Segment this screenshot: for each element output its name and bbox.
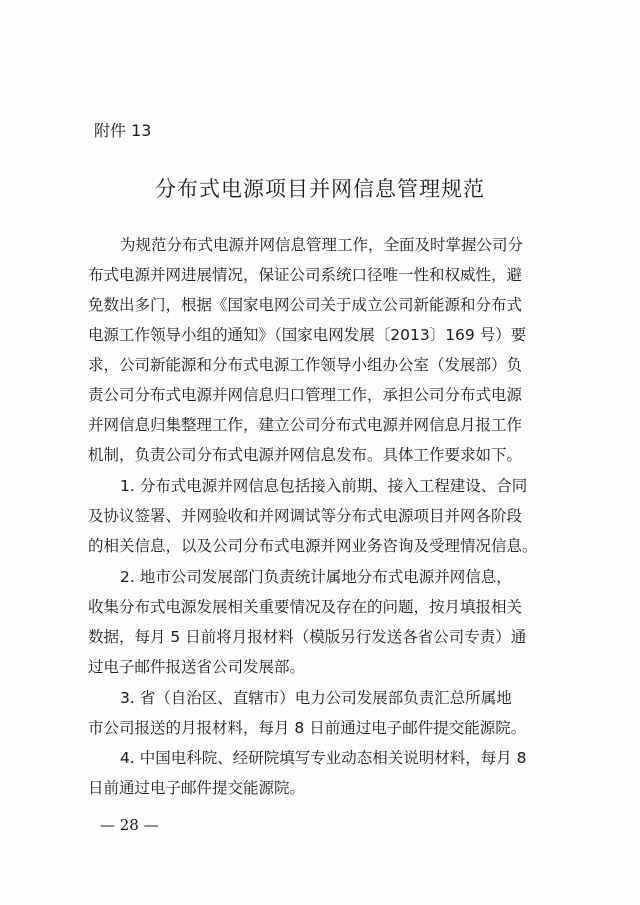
- body-line: 求，公司新能源和分布式电源工作领导小组办公室（发展部）负: [88, 356, 523, 374]
- body-line: 免数出多门，根据《国家电网公司关于成立公司新能源和分布式: [88, 296, 523, 314]
- body-line: 机制，负责公司分布式电源并网信息发布。具体工作要求如下。: [88, 446, 523, 464]
- body-line: 市公司报送的月报材料，每月 8 日前通过电子邮件提交能源院。: [88, 719, 527, 737]
- document-title: 分布式电源项目并网信息管理规范: [155, 177, 485, 201]
- body-line: 布式电源并网进展情况，保证公司系统口径唯一性和权威性，避: [88, 266, 523, 284]
- body-line: 3. 省（自治区、直辖市）电力公司发展部负责汇总所属地: [120, 689, 512, 707]
- body-line: 并网信息归集整理工作，建立公司分布式电源并网信息月报工作: [88, 416, 523, 434]
- page-number: — 28 —: [100, 816, 159, 834]
- body-line: 及协议签署、并网验收和并网调试等分布式电源项目并网各阶段: [88, 507, 523, 525]
- body-line: 数据，每月 5 日前将月报材料（模版另行发送各省公司专责）通: [88, 628, 527, 646]
- body-line: 2. 地市公司发展部门负责统计属地分布式电源并网信息，: [120, 568, 512, 586]
- body-line: 责公司分布式电源并网信息归口管理工作，承担公司分布式电源: [88, 386, 523, 404]
- body-line: 的相关信息，以及公司分布式电源并网业务咨询及受理情况信息。: [88, 537, 538, 555]
- body-line: 过电子邮件报送省公司发展部。: [88, 658, 306, 676]
- body-line: 收集分布式电源发展相关重要情况及存在的问题，按月填报相关: [88, 598, 523, 616]
- body-line: 日前通过电子邮件提交能源院。: [88, 779, 306, 797]
- body-line: 电源工作领导小组的通知》（国家电网发展〔2013〕169 号）要: [88, 326, 527, 344]
- body-line: 4. 中国电科院、经研院填写专业动态相关说明材料，每月 8: [120, 749, 527, 767]
- attachment-label: 附件 13: [94, 121, 152, 140]
- body-line: 为规范分布式电源并网信息管理工作，全面及时掌握公司分: [120, 236, 524, 254]
- body-line: 1. 分布式电源并网信息包括接入前期、接入工程建设、合同: [120, 477, 528, 495]
